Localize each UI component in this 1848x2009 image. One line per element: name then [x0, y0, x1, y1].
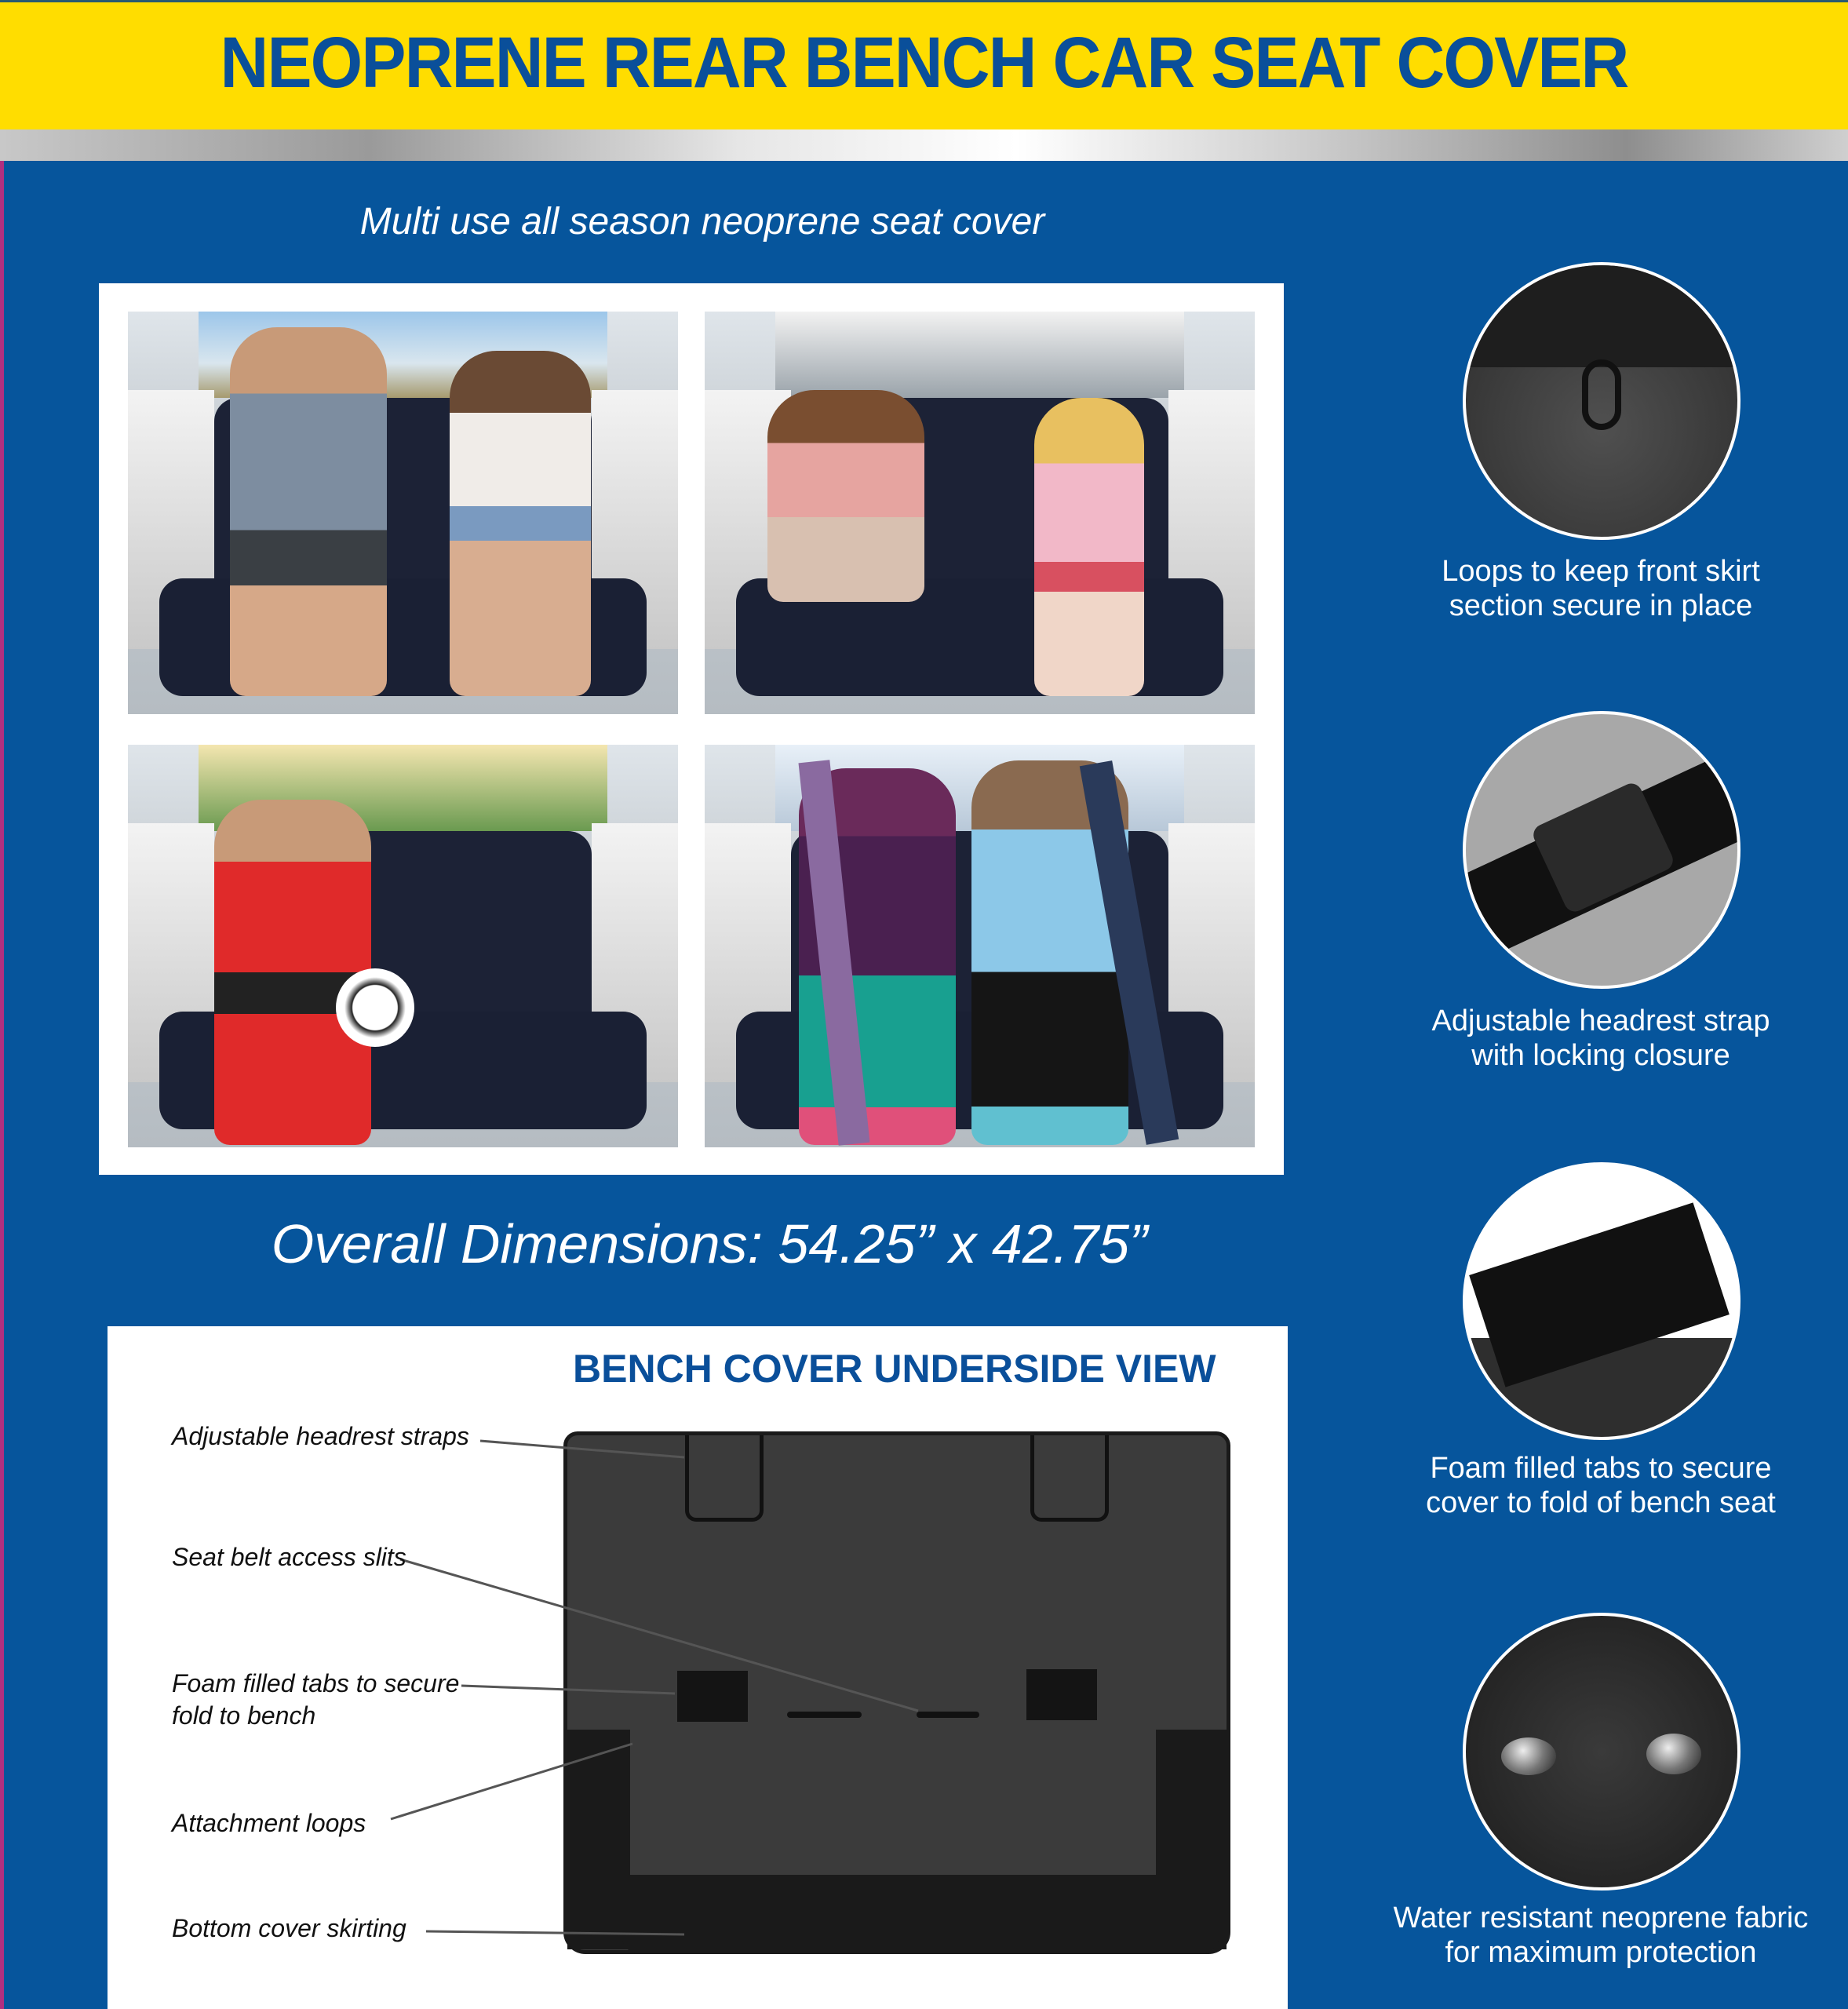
label-headrest-straps: Adjustable headrest straps: [172, 1422, 469, 1450]
feature-caption-water-resistant: [1365, 1901, 1836, 1970]
caption-line: for maximum protection: [1445, 1936, 1757, 1969]
label-attachment-loops: Attachment loops: [172, 1809, 366, 1837]
caption-line: Foam filled tabs to secure: [1430, 1452, 1772, 1485]
page-title: NEOPRENE REAR BENCH CAR SEAT COVER: [220, 23, 1628, 103]
label-seat-belt-slits: Seat belt access slits: [172, 1543, 406, 1571]
underside-title: BENCH COVER UNDERSIDE VIEW: [573, 1347, 1216, 1391]
caption-line: cover to fold of bench seat: [1426, 1486, 1776, 1519]
feature-caption-strap: [1365, 1004, 1836, 1073]
caption-line: with locking closure: [1471, 1039, 1730, 1072]
subtitle: Multi use all season neoprene seat cover: [359, 201, 1045, 242]
caption-line: section secure in place: [1449, 589, 1753, 622]
feature-caption-foam-tabs: [1365, 1451, 1836, 1520]
label-bottom-skirting: Bottom cover skirting: [172, 1914, 406, 1942]
caption-line: Loops to keep front skirt: [1442, 555, 1760, 588]
caption-line: Adjustable headrest strap: [1431, 1004, 1770, 1037]
loop-detail-image: [1463, 262, 1740, 540]
label-foam-tabs-line1: Foam filled tabs to secure: [172, 1669, 460, 1697]
buckle-detail-image: [1463, 711, 1740, 989]
feature-caption-loops: [1365, 554, 1836, 623]
overall-dimensions: Overall Dimensions: 54.25” x 42.75”: [271, 1213, 1148, 1274]
label-foam-tabs-line2: fold to bench: [172, 1701, 316, 1730]
caption-line: Water resistant neoprene fabric: [1393, 1901, 1809, 1934]
water-droplet-image: [1463, 1613, 1740, 1891]
foam-tab-detail-image: [1463, 1162, 1740, 1440]
